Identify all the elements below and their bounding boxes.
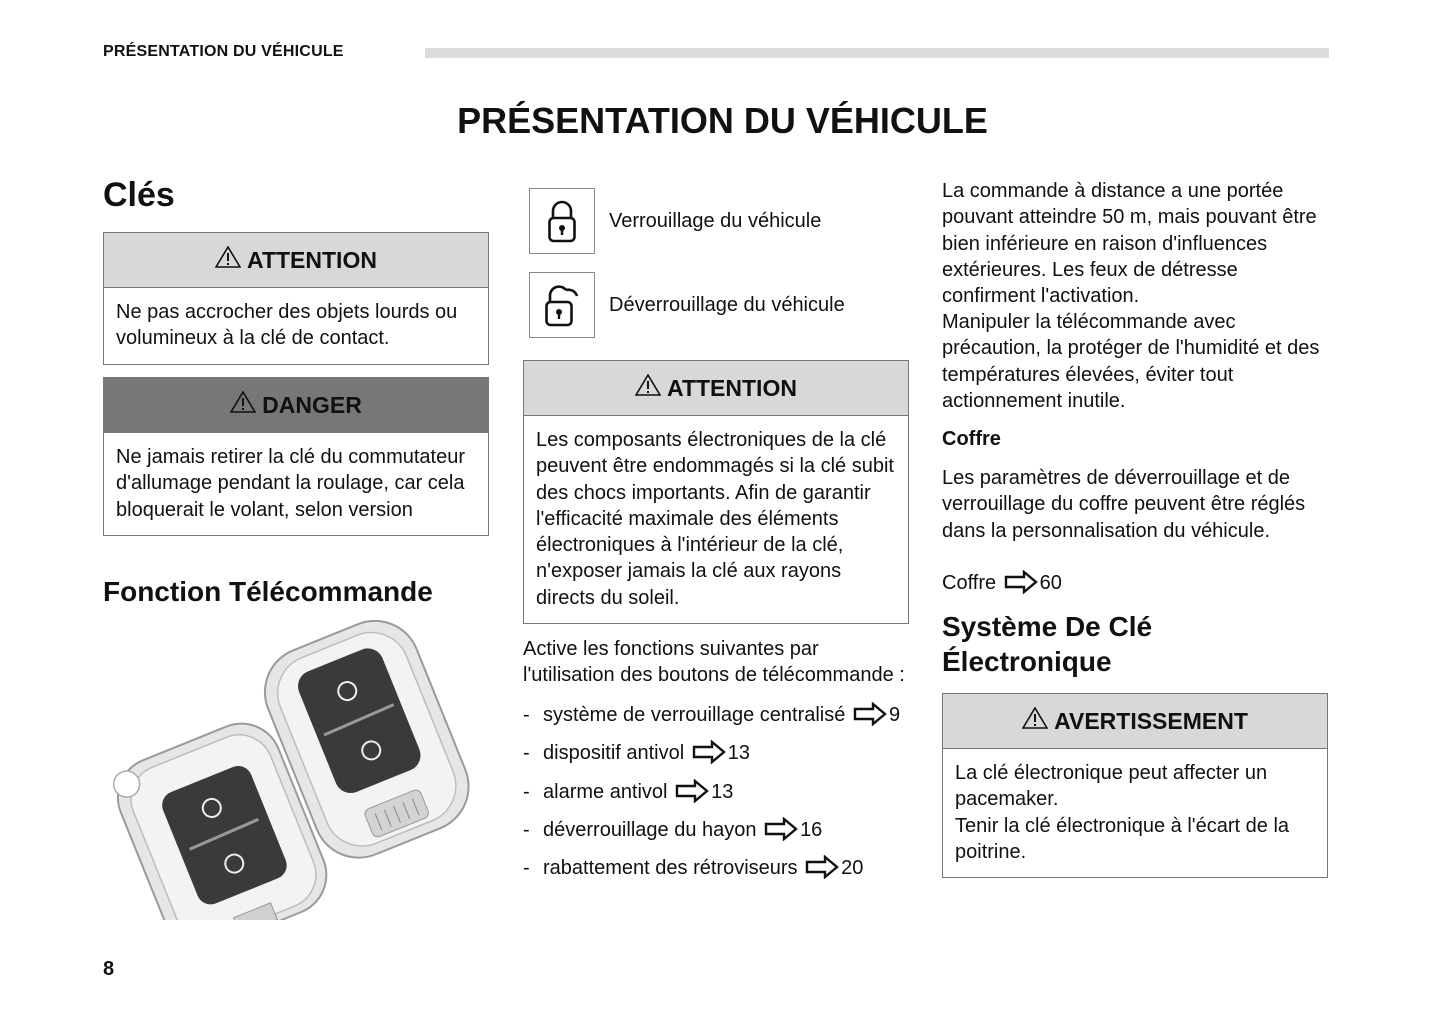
coffre-heading: Coffre bbox=[942, 428, 1001, 450]
header-rule bbox=[425, 48, 1329, 58]
running-head: PRÉSENTATION DU VÉHICULE bbox=[103, 43, 344, 60]
avertissement-label: AVERTISSEMENT bbox=[1054, 707, 1248, 734]
warning-triangle-icon bbox=[230, 391, 256, 419]
warning-triangle-icon bbox=[635, 374, 661, 402]
attention-label: ATTENTION bbox=[247, 246, 377, 273]
page-ref[interactable]: 9 bbox=[851, 704, 900, 726]
section-title-cle-electronique: Système De Clé Électronique bbox=[942, 611, 1153, 677]
lock-label: Verrouillage du véhicule bbox=[609, 209, 822, 232]
list-item: - déverrouillage du hayon 16 bbox=[523, 817, 909, 848]
coffre-reference: Coffre 60 bbox=[942, 570, 1062, 601]
handling-paragraph: Manipuler la télécommande avec précaution, la protéger de l'humidité et des températures élevées, éviter tout actionnement inutile. bbox=[942, 311, 1320, 412]
range-paragraph: La commande à distance a une portée pouvant atteindre 50 m, mais pouvant être bien inférieure en raison d'influences extérieures. Les feux de détresse confirment l'activation. bbox=[942, 180, 1317, 308]
page-ref[interactable]: 13 bbox=[673, 781, 733, 803]
attention-box bbox=[103, 232, 489, 365]
warning-triangle-icon bbox=[1022, 707, 1048, 735]
list-item: - alarme antivol 13 bbox=[523, 779, 909, 810]
page-reference-arrow-icon bbox=[853, 702, 887, 733]
page-number: 8 bbox=[103, 958, 115, 980]
avertissement-box bbox=[942, 693, 1328, 878]
attention-header bbox=[104, 233, 488, 288]
subsection-title-telecommande: Fonction Télécommande bbox=[103, 576, 433, 607]
page-reference-arrow-icon bbox=[692, 740, 726, 771]
list-item: - rabattement des rétroviseurs 20 bbox=[523, 855, 909, 886]
attention-header bbox=[524, 361, 908, 416]
attention-text: Les composants électroniques de la clé peuvent être endommagés si la clé subit des chocs importants. Afin de garantir l'efficacité maximale des éléments électroniques à l'intérieur de la clé, n'exposer jamais la clé aux rayons directs du soleil. bbox=[536, 429, 894, 609]
feature-list bbox=[523, 702, 909, 893]
danger-label: DANGER bbox=[262, 391, 362, 418]
danger-text: Ne jamais retirer la clé du commutateur d'allumage pendant la roulage, car cela bloquerait le volant, selon version bbox=[116, 446, 466, 521]
page-reference-arrow-icon bbox=[764, 817, 798, 848]
page-title: PRÉSENTATION DU VÉHICULE bbox=[457, 100, 988, 141]
page-reference-arrow-icon bbox=[805, 855, 839, 886]
page-reference-arrow-icon bbox=[675, 779, 709, 810]
page-ref[interactable]: 60 bbox=[1002, 572, 1062, 594]
page-ref[interactable]: 20 bbox=[803, 857, 863, 879]
attention-text: Ne pas accrocher des objets lourds ou volumineux à la clé de contact. bbox=[116, 301, 458, 350]
danger-box bbox=[103, 377, 489, 536]
lock-icon bbox=[529, 188, 595, 254]
warning-triangle-icon bbox=[215, 246, 241, 274]
unlock-icon bbox=[529, 272, 595, 338]
list-item: - système de verrouillage centralisé 9 bbox=[523, 702, 909, 733]
page-ref[interactable]: 13 bbox=[690, 742, 750, 764]
attention-label: ATTENTION bbox=[667, 374, 797, 401]
lock-legend-row bbox=[529, 188, 821, 254]
section-title-cles: Clés bbox=[103, 176, 175, 214]
unlock-legend-row bbox=[529, 272, 845, 338]
avertissement-header bbox=[943, 694, 1327, 749]
unlock-label: Déverrouillage du véhicule bbox=[609, 293, 845, 316]
list-item: - dispositif antivol 13 bbox=[523, 740, 909, 771]
danger-header bbox=[104, 378, 488, 433]
avertissement-text: La clé électronique peut affecter un pacemaker. Tenir la clé électronique à l'écart de la poitrine. bbox=[955, 762, 1290, 863]
attention-box-electronics bbox=[523, 360, 909, 624]
features-intro: Active les fonctions suivantes par l'utilisation des boutons de télécommande : bbox=[523, 638, 905, 687]
key-fob-illustration bbox=[103, 620, 483, 925]
page-reference-arrow-icon bbox=[1004, 570, 1038, 601]
coffre-paragraph: Les paramètres de déverrouillage et de verrouillage du coffre peuvent être réglés dans la personnalisation du véhicule. bbox=[942, 467, 1306, 542]
page-ref[interactable]: 16 bbox=[762, 819, 822, 841]
